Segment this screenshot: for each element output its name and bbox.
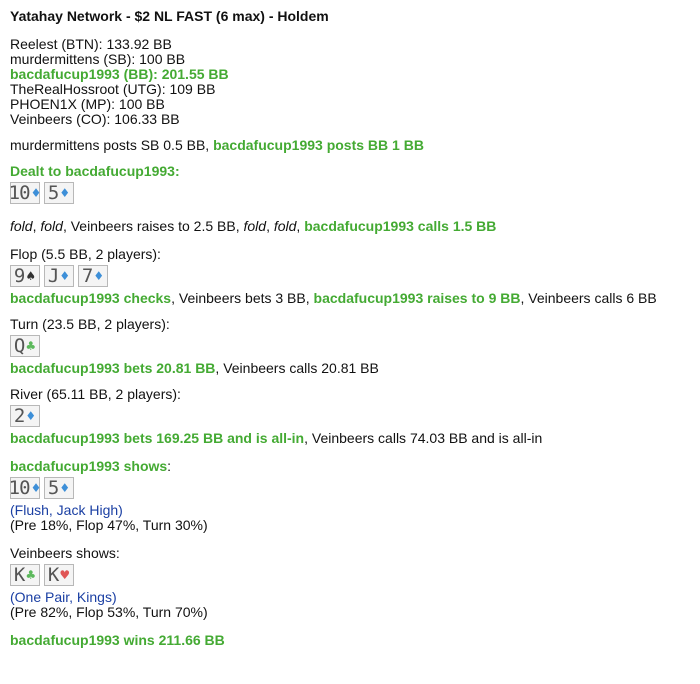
hero-shows-label: [10, 459, 695, 474]
hero-check-action: bacdafucup1993 checks: [10, 290, 172, 306]
playing-card: [78, 265, 108, 287]
seat-mp: PHOEN1X (MP): 100 BB: [10, 96, 165, 112]
card-rank: 7: [81, 265, 93, 287]
separator: ,: [266, 218, 274, 234]
separator: ,: [296, 218, 305, 234]
club-icon: ♣: [25, 568, 37, 582]
diamond-icon: ♦: [30, 186, 42, 200]
blinds-line: [10, 138, 695, 153]
playing-card: [44, 477, 74, 499]
turn-actions: [10, 361, 695, 376]
card-rank: K: [47, 564, 59, 586]
playing-card: [44, 564, 74, 586]
diamond-icon: ♦: [30, 481, 42, 495]
diamond-icon: ♦: [59, 481, 71, 495]
hero-hole-cards: [10, 182, 695, 206]
hero-allin-action: bacdafucup1993 bets 169.25 BB and is all-in: [10, 430, 305, 446]
sb-post: murdermittens posts SB 0.5 BB,: [10, 137, 210, 153]
villain-shown-cards: [10, 564, 695, 588]
hero-equity: (Pre 18%, Flop 47%, Turn 30%): [10, 517, 208, 533]
card-rank: 10: [8, 477, 30, 499]
separator: ,: [32, 218, 41, 234]
playing-card: [10, 265, 40, 287]
villain-call-action: , Veinbeers calls 6 BB: [520, 290, 657, 306]
fold-action: fold: [10, 218, 33, 234]
turn-section: [10, 317, 695, 376]
dealt-label: Dealt to bacdafucup1993:: [10, 163, 180, 179]
playing-card: [44, 265, 74, 287]
river-actions: [10, 431, 695, 446]
result-line: bacdafucup1993 wins 211.66 BB: [10, 632, 225, 648]
fold-action: fold: [243, 218, 267, 234]
card-rank: 10: [8, 182, 30, 204]
flop-section: [10, 247, 695, 306]
playing-card: [44, 182, 74, 204]
villain-equity: (Pre 82%, Flop 53%, Turn 70%): [10, 604, 208, 620]
page-title: Yatahay Network - $2 NL FAST (6 max) - Holdem: [10, 8, 329, 24]
card-rank: J: [47, 265, 59, 287]
diamond-icon: ♦: [25, 409, 37, 423]
seat-bb-hero: bacdafucup1993 (BB): 201.55 BB: [10, 66, 229, 82]
seat-utg: TheRealHossroot (UTG): 109 BB: [10, 81, 216, 97]
club-icon: ♣: [25, 339, 37, 353]
card-rank: K: [13, 564, 25, 586]
villain-call-action: , Veinbeers calls 74.03 BB and is all-in: [304, 430, 543, 446]
hero-hand-rank: (Flush, Jack High): [10, 502, 123, 518]
raise-action: , Veinbeers raises to 2.5 BB,: [62, 218, 244, 234]
card-rank: 5: [47, 477, 59, 499]
hero-shown-cards: [10, 477, 695, 501]
turn-label: Turn (23.5 BB, 2 players):: [10, 316, 170, 332]
turn-cards: [10, 335, 695, 359]
diamond-icon: ♦: [59, 186, 71, 200]
playing-card: [10, 405, 40, 427]
villain-showdown: [10, 546, 695, 620]
flop-cards: [10, 265, 695, 289]
fold-action: fold: [273, 218, 297, 234]
card-rank: 5: [47, 182, 59, 204]
bb-post: bacdafucup1993 posts BB 1 BB: [213, 137, 424, 153]
villain-call-action: , Veinbeers calls 20.81 BB: [215, 360, 379, 376]
seat-btn: Reelest (BTN): 133.92 BB: [10, 36, 172, 52]
villain-hand-rank: (One Pair, Kings): [10, 589, 117, 605]
heart-icon: ♥: [59, 568, 71, 582]
colon: :: [167, 458, 172, 474]
hero-raise-action: bacdafucup1993 raises to 9 BB: [313, 290, 521, 306]
hero-call-action: bacdafucup1993 calls 1.5 BB: [304, 218, 497, 234]
seat-co: Veinbeers (CO): 106.33 BB: [10, 111, 180, 127]
diamond-icon: ♦: [59, 269, 71, 283]
playing-card: [10, 182, 40, 204]
river-cards: [10, 405, 695, 429]
hero-showdown: [10, 459, 695, 533]
hand-history: [10, 8, 695, 648]
seat-sb: murdermittens (SB): 100 BB: [10, 51, 186, 67]
preflop-actions: [10, 219, 695, 234]
fold-action: fold: [40, 218, 63, 234]
hero-bet-action: bacdafucup1993 bets 20.81 BB: [10, 360, 216, 376]
seat-list: [10, 37, 695, 127]
villain-bet-action: , Veinbeers bets 3 BB,: [171, 290, 314, 306]
spade-icon: ♠: [25, 269, 37, 283]
villain-shows-label: Veinbeers shows:: [10, 545, 120, 561]
card-rank: Q: [13, 335, 25, 357]
playing-card: [10, 564, 40, 586]
river-section: [10, 387, 695, 446]
river-label: River (65.11 BB, 2 players):: [10, 386, 181, 402]
playing-card: [10, 335, 40, 357]
card-rank: 2: [13, 405, 25, 427]
flop-actions: [10, 291, 695, 306]
hero-shows-name: bacdafucup1993 shows: [10, 458, 168, 474]
flop-label: Flop (5.5 BB, 2 players):: [10, 246, 161, 262]
dealt-section: [10, 164, 695, 206]
card-rank: 9: [13, 265, 25, 287]
diamond-icon: ♦: [93, 269, 105, 283]
playing-card: [10, 477, 40, 499]
